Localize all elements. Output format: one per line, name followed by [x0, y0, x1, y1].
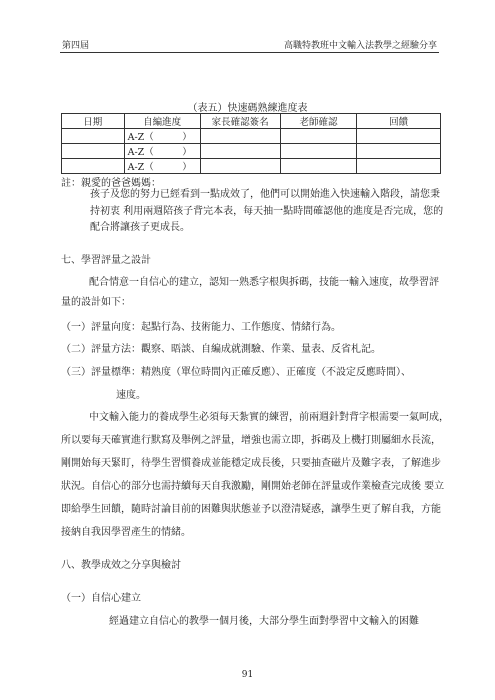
table-cell	[280, 144, 357, 159]
table-header: 家長確認簽名	[200, 114, 280, 129]
table-cell	[62, 159, 125, 174]
table-row	[62, 129, 441, 144]
table-cell	[357, 159, 441, 174]
table-row	[62, 144, 441, 159]
table-cell	[357, 129, 441, 144]
table-cell	[280, 159, 357, 174]
table-header-row	[62, 114, 441, 129]
list-item: （一）評量向度：起點行為、技術能力、工作態度、情緒行為。	[61, 322, 341, 333]
table-header: 自編進度	[124, 114, 200, 129]
table-cell	[280, 129, 357, 144]
table-cell	[200, 129, 280, 144]
list-item-continuation: 速度。	[116, 390, 146, 401]
header-rule	[60, 52, 439, 53]
paragraph: 經過建立自信心的教學一個月後，大部分學生面對學習中文輸入的困難	[109, 616, 419, 627]
header-right: 高職特教班中文輸入法教學之經驗分享	[283, 41, 437, 51]
table-cell	[357, 144, 441, 159]
table-header: 日期	[62, 114, 125, 129]
progress-table	[61, 113, 441, 174]
note-body: 孩子及您的努力已經看到一點成效了，他們可以開始進入快速輸入階段，請您秉持初衷 利用兩週陪孩子背完本表，每天抽一點時間確認他的進度是否完成，您的配合將讓孩子更成長。	[90, 189, 444, 233]
table-header: 回饋	[357, 114, 441, 129]
table-cell	[200, 159, 280, 174]
subsection-heading: （一）自信心建立	[61, 593, 141, 604]
note-title: 註：親愛的爸爸媽媽：	[61, 178, 161, 189]
list-item: （二）評量方法：觀察、晤談、自編成就測驗、作業、量表、反省札記。	[61, 344, 381, 355]
section-heading: 七、學習評量之設計	[61, 255, 151, 266]
table-row	[62, 159, 441, 174]
table-caption: （表五）快速碼熟練進度表	[187, 103, 308, 114]
header-left: 第四屆	[62, 41, 90, 51]
table-cell: A-Z（ ）	[124, 144, 200, 159]
table-cell: A-Z（ ）	[124, 129, 200, 144]
table-cell	[200, 144, 280, 159]
table-cell	[62, 129, 125, 144]
paragraph: 配合情意一自信心的建立，認知一熟悉字根與拆碼，技能一輸入速度，故學習評量的設計如下：	[61, 277, 439, 308]
paragraph: 中文輸入能力的養成學生必須每天紮實的練習，前兩週針對背字根需要一氣呵成，所以要每天確實進行默寫及舉例之評量，增強也需立即，拆碼及上機打則屬細水長流，剛開始每天緊盯，待學生習慣養成並能穩定成長後，只要抽查磁片及難字表，了解進步狀況。自信心的部分也需持續每天自我激勵，剛開始老師在評量或作業檢查完成後 要立即給學生回饋，隨時討論目前的困難與狀態並予以澄清疑惑，讓學生更了解自我，方能接納自我因學習產生的情緒。	[61, 412, 449, 538]
table-header: 老師確認	[280, 114, 357, 129]
list-item: （三）評量標準：精熟度（單位時間內正確反應）、正確度（不設定反應時間）、	[61, 367, 411, 378]
table-cell	[62, 144, 125, 159]
table-cell: A-Z（ ）	[124, 159, 200, 174]
page-number: 91	[241, 670, 254, 680]
section-heading: 八、教學成效之分享與檢討	[61, 560, 181, 571]
